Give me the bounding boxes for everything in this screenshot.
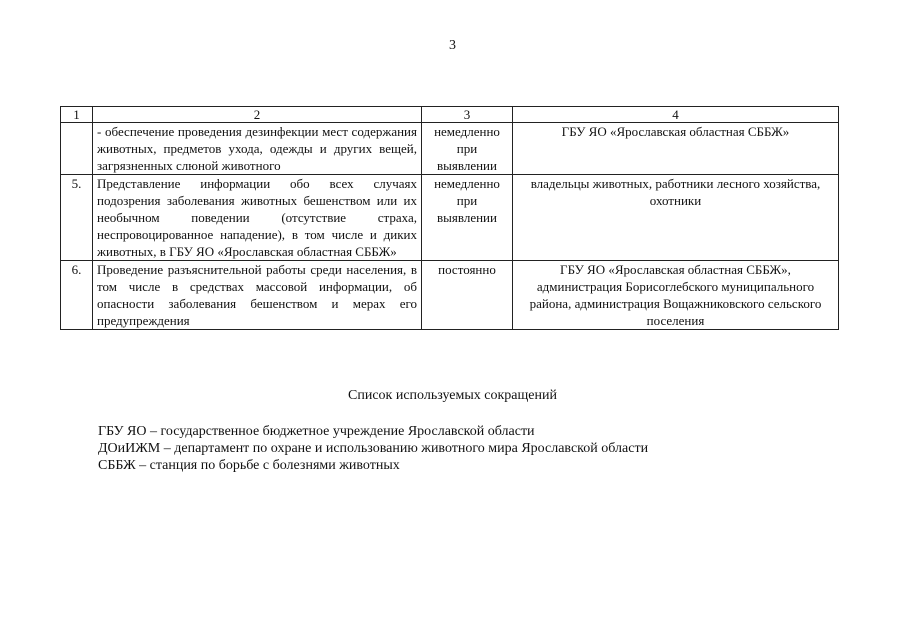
deadline-cell: немедленно при выявлении (422, 123, 513, 175)
page-number: 3 (449, 38, 456, 53)
deadline-cell: постоянно (422, 261, 513, 330)
row-number: 6. (61, 261, 93, 330)
event-cell: - обеспечение проведения дезинфекции мест содержания животных, предметов ухода, одежды и других вещей, загрязненных слюной животного (93, 123, 422, 175)
header-cell-1: 1 (61, 107, 93, 123)
table-row (61, 123, 839, 175)
table-header-row (61, 107, 839, 123)
executor-cell: ГБУ ЯО «Ярославская областная СББЖ» (513, 123, 839, 175)
deadline-cell: немедленно при выявлении (422, 175, 513, 261)
header-cell-2: 2 (93, 107, 422, 123)
row-number (61, 123, 93, 175)
abbreviation-item: ГБУ ЯО – государственное бюджетное учреждение Ярославской области (98, 424, 535, 439)
table-row (61, 175, 839, 261)
executor-cell: владельцы животных, работники лесного хозяйства, охотники (513, 175, 839, 261)
measures-table (60, 106, 839, 330)
table-row (61, 261, 839, 330)
abbreviation-item: СББЖ – станция по борьбе с болезнями животных (98, 458, 400, 473)
row-number: 5. (61, 175, 93, 261)
event-cell: Представление информации обо всех случаях подозрения заболевания животных бешенством или их необычном поведении (отсутствие страха, неспровоцированное нападение), в том числе и диких животных, в ГБУ ЯО «Ярославская областная СББЖ» (93, 175, 422, 261)
header-cell-3: 3 (422, 107, 513, 123)
executor-cell: ГБУ ЯО «Ярославская областная СББЖ», администрация Борисоглебского муниципального района, администрация Вощажниковского сельского поселения (513, 261, 839, 330)
abbreviations-list (98, 423, 648, 474)
abbreviation-item: ДОиИЖМ – департамент по охране и использованию животного мира Ярославской области (98, 441, 649, 456)
abbreviations-title: Список используемых сокращений (348, 388, 557, 403)
event-cell: Проведение разъяснительной работы среди населения, в том числе в средствах массовой информации, об опасности заболевания бешенством и мерах его предупреждения (93, 261, 422, 330)
header-cell-4: 4 (513, 107, 839, 123)
